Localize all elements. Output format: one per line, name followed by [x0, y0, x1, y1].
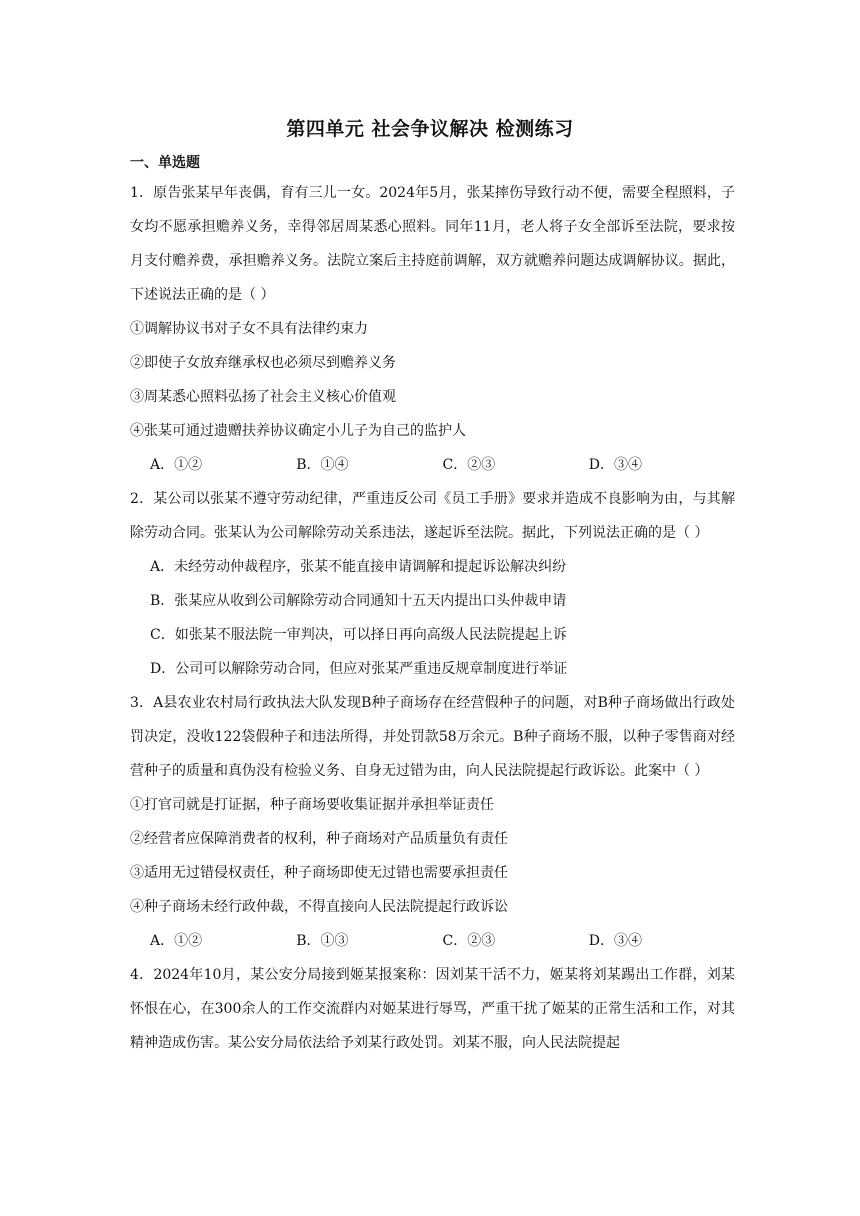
- choice-d[interactable]: D．③④: [588, 933, 642, 949]
- choice-d[interactable]: D．③④: [588, 457, 642, 473]
- choice-c[interactable]: C．②③: [442, 457, 496, 473]
- question-3-item: ②经营者应保障消费者的权利，种子商场对产品质量负有责任: [130, 831, 508, 847]
- question-2-stem: 2．某公司以张某不遵守劳动纪律，严重违反公司《员工手册》要求并造成不良影响为由，与其解除劳动合同。张某认为公司解除劳动关系违法，遂起诉至法院。据此，下列说法正确的是（ ）: [130, 491, 735, 541]
- choice-a[interactable]: A．未经劳动仲裁程序，张某不能直接申请调解和提起诉讼解决纠纷: [150, 559, 567, 575]
- question-1-stem: 1．原告张某早年丧偶，育有三儿一女。2024年5月，张某摔伤导致行动不便，需要全程照料，子女均不愿承担赡养义务，幸得邻居周某悉心照料。同年11月，老人将子女全部诉至法院，要求按月支付赡养费，承担赡养义务。法院立案后主持庭前调解，双方就赡养问题达成调解协议。据此，下述说法正确的是（ ）: [130, 185, 735, 303]
- question-1-choices: [130, 448, 735, 482]
- section-heading: 一、单选题: [130, 155, 200, 171]
- question-4-stem: 4．2024年10月，某公安分局接到姬某报案称：因刘某干活不力，姬某将刘某踢出工作群，刘某怀恨在心，在300余人的工作交流群内对姬某进行辱骂，严重干扰了姬某的正常生活和工作，对其精神造成伤害。某公安分局依法给予刘某行政处罚。刘某不服，向人民法院提起: [130, 967, 735, 1051]
- choice-a[interactable]: A．①②: [150, 457, 203, 473]
- choice-b[interactable]: B．张某应从收到公司解除劳动合同通知十五天内提出口头仲裁申请: [150, 593, 567, 609]
- choice-b[interactable]: B．①④: [296, 457, 349, 473]
- choice-a[interactable]: A．①②: [150, 933, 203, 949]
- question-3-choices: [130, 924, 735, 958]
- page-title: 第四单元 社会争议解决 检测练习: [286, 118, 574, 140]
- choice-d[interactable]: D．公司可以解除劳动合同，但应对张某严重违反规章制度进行举证: [150, 661, 568, 677]
- question-1-item: ③周某悉心照料弘扬了社会主义核心价值观: [130, 389, 396, 405]
- question-1-item: ①调解协议书对子女不具有法律约束力: [130, 321, 368, 337]
- choice-c[interactable]: C．②③: [442, 933, 496, 949]
- question-list: [130, 176, 735, 1060]
- choice-b[interactable]: B．①③: [296, 933, 349, 949]
- question-3-item: ④种子商场未经行政仲裁，不得直接向人民法院提起行政诉讼: [130, 899, 508, 915]
- question-1-item: ④张某可通过遗赠扶养协议确定小儿子为自己的监护人: [130, 423, 466, 439]
- choice-c[interactable]: C．如张某不服法院一审判决，可以择日再向高级人民法院提起上诉: [150, 627, 567, 643]
- question-3-item: ③适用无过错侵权责任，种子商场即使无过错也需要承担责任: [130, 865, 508, 881]
- question-3-item: ①打官司就是打证据，种子商场要收集证据并承担举证责任: [130, 797, 494, 813]
- question-3-stem: 3．A县农业农村局行政执法大队发现B种子商场存在经营假种子的问题，对B种子商场做出行政处罚决定，没收122袋假种子和违法所得，并处罚款58万余元。B种子商场不服，以种子零售商对经营种子的质量和真伪没有检验义务、自身无过错为由，向人民法院提起行政诉讼。此案中（ ）: [130, 695, 735, 779]
- question-1-item: ②即使子女放弃继承权也必须尽到赡养义务: [130, 355, 396, 371]
